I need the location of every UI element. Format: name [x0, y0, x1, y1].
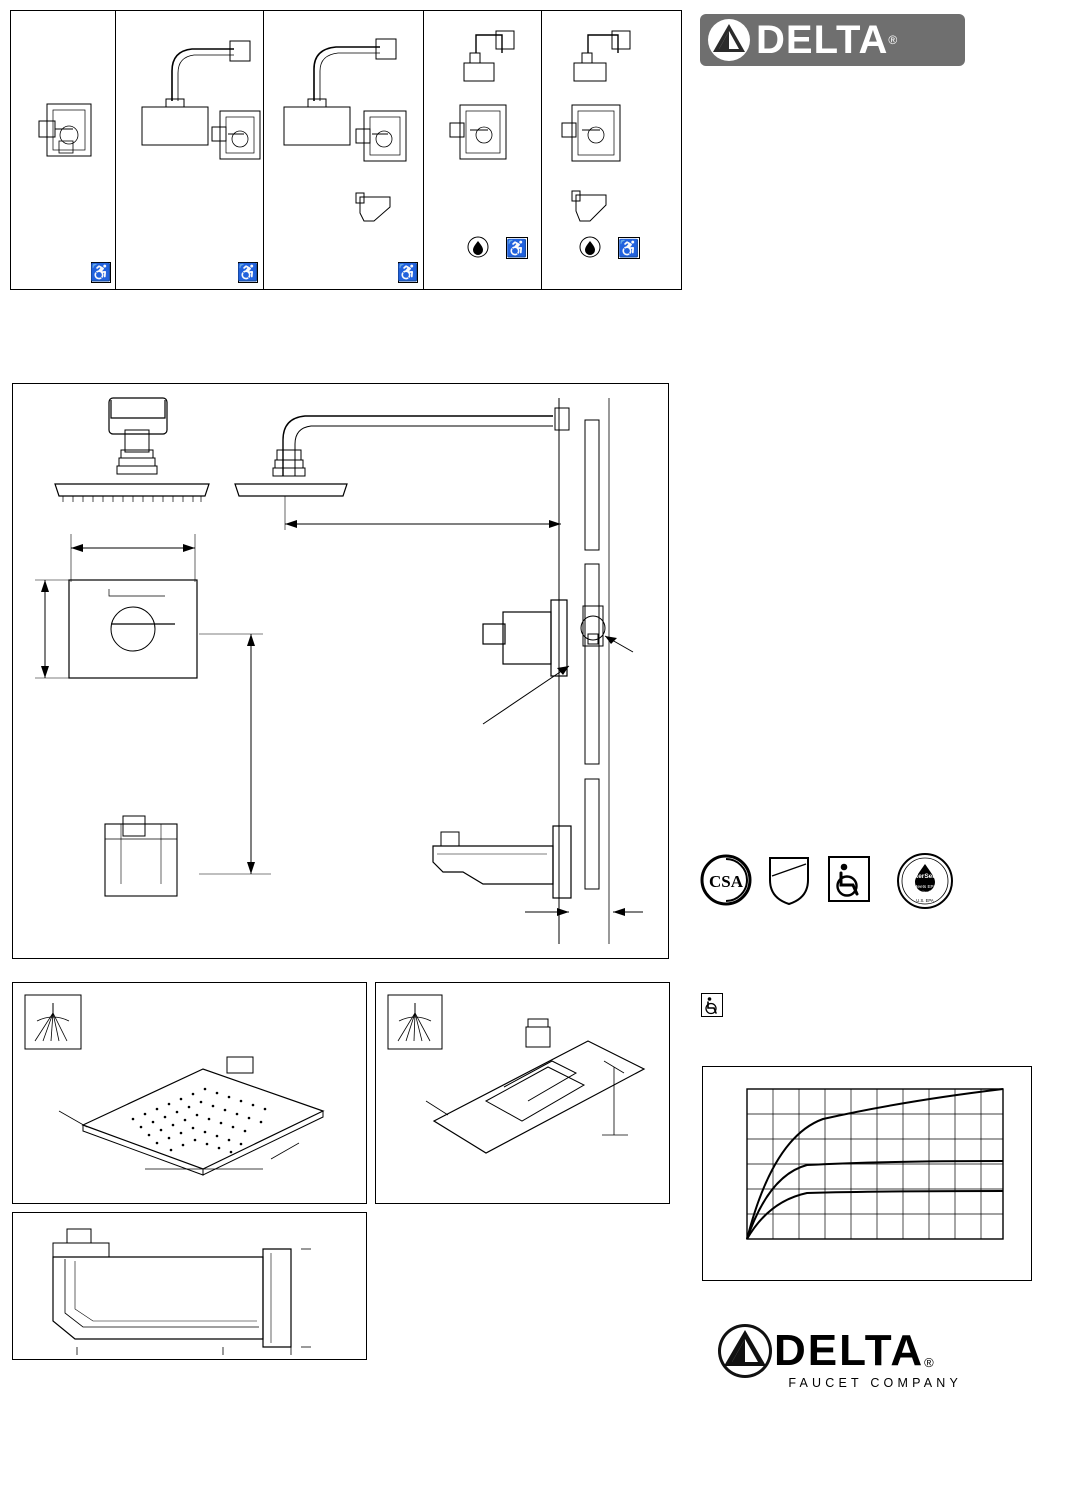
valve-only-drawing [11, 11, 116, 290]
model-variant-strip [10, 10, 682, 290]
ada-note-icon [701, 993, 723, 1017]
ada-accessibility-icon: ♿ [237, 263, 259, 282]
svg-text:Criteria: Criteria [917, 890, 933, 895]
delta-registered-mark: ® [888, 33, 898, 47]
model-cell-valve-only [11, 11, 116, 289]
delta-logo-footer [716, 1322, 966, 1392]
tub-and-shower-drawing [264, 11, 424, 290]
ada-accessibility-icon: ♿ [397, 263, 419, 282]
model-cell-tub-and-shower [264, 11, 424, 289]
watersense-icon [896, 852, 954, 915]
ada-accessibility-icon: ♿ [506, 238, 528, 258]
main-dimensional-drawing [12, 383, 669, 959]
shield-certification-icon [766, 854, 812, 911]
detail-spray-pattern [12, 982, 367, 1204]
flow-rate-chart [702, 1066, 1032, 1281]
model-cell-shower-watersense [424, 11, 542, 289]
delta-wordmark: DELTA [756, 17, 889, 62]
delta-logo-header [700, 14, 965, 66]
svg-text:Meets EPA: Meets EPA [913, 884, 937, 889]
ada-accessibility-icon: ♿ [90, 263, 112, 282]
delta-triangle-icon [706, 17, 752, 63]
shower-only-drawing [116, 11, 264, 290]
mount-detail-svg [376, 983, 669, 1203]
model-cell-shower-only [116, 11, 264, 289]
ada-accessibility-icon [702, 994, 722, 1016]
ada-accessibility-icon [828, 856, 870, 907]
spout-detail-svg [13, 1213, 366, 1359]
csa-certification-icon [700, 854, 752, 911]
ada-accessibility-icon: ♿ [618, 238, 640, 258]
spray-pattern-svg [13, 983, 366, 1203]
tub-shower-watersense-drawing [542, 11, 681, 290]
delta-tagline: FAUCET COMPANY [788, 1376, 962, 1390]
detail-mount-view [375, 982, 670, 1204]
flow-chart-svg [703, 1067, 1031, 1280]
svg-text:U.S. EPA: U.S. EPA [916, 898, 934, 903]
svg-text:WaterSense: WaterSense [906, 873, 944, 880]
svg-text:CSA: CSA [708, 872, 744, 891]
certification-row [700, 852, 970, 914]
dimension-drawing-svg [13, 384, 668, 958]
delta-wordmark: DELTA [774, 1326, 925, 1375]
detail-spout-view [12, 1212, 367, 1360]
delta-registered-mark: ® [924, 1355, 934, 1370]
delta-triangle-icon [716, 1322, 774, 1380]
model-cell-tub-shower-watersense [542, 11, 681, 289]
